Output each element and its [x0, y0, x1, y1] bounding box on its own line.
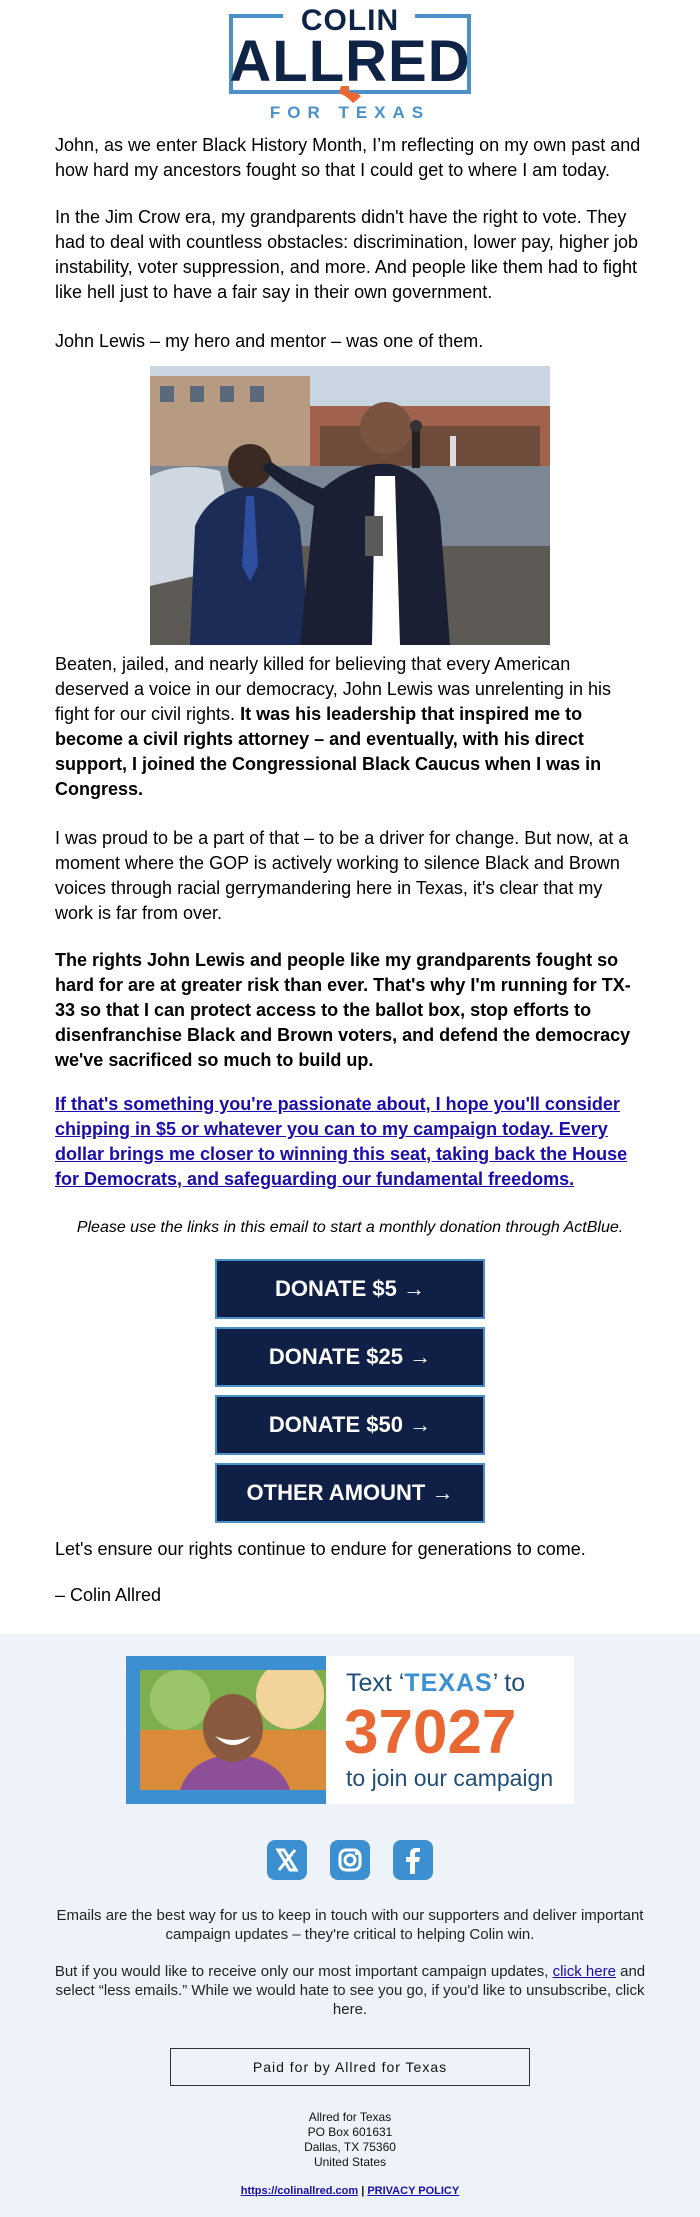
- address-line-1: Allred for Texas: [308, 2110, 392, 2124]
- emails-note: Emails are the best way for us to keep in touch with our supporters and deliver important campaign updates – they're critical to helping Colin win.: [56, 1907, 644, 1943]
- donate-appeal-link[interactable]: If that's something you're passionate about, I hope you'll consider chipping in $5 or whatever you can to my campaign today. Every dollar brings me closer to winning this seat, taking back the House for Democrats, and safeguarding our fundamental freedoms.: [55, 1094, 628, 1189]
- campaign-logo[interactable]: [229, 6, 471, 121]
- sms-text-prefix: Text ‘: [346, 1669, 405, 1697]
- address-line-4: United States: [313, 2155, 387, 2169]
- paragraph-3: John Lewis – my hero and mentor – was one of them.: [55, 331, 484, 351]
- donate-5-button[interactable]: DONATE $5 →: [215, 1259, 485, 1319]
- logo-colin-text: COLIN: [300, 4, 400, 37]
- donate-50-button[interactable]: DONATE $50 →: [215, 1395, 485, 1455]
- sms-keyword: TEXAS: [404, 1669, 493, 1697]
- website-link[interactable]: https://colinallred.com: [240, 2185, 359, 2197]
- colin-portrait: [140, 1670, 326, 1790]
- x-twitter-icon[interactable]: [267, 1840, 307, 1880]
- footer-links: [0, 2184, 700, 2198]
- paragraph-5: I was proud to be a part of that – to be a driver for change. But now, at a moment where the GOP is actively working to silence Black and Brown voices through racial gerrymandering here in Texas, it's clear that my work is far from over.: [55, 828, 629, 923]
- paragraph-2: In the Jim Crow era, my grandparents didn't have the right to vote. They had to deal with countless obstacles: discrimination, lower pay, higher job instability, voter suppression, and more. And people like them had to fight like hell just to have a fair say in their own government.: [55, 207, 638, 302]
- sms-text-line: [346, 1668, 525, 1698]
- sms-join-text: to join our campaign: [346, 1765, 554, 1791]
- paid-for-disclaimer: Paid for by Allred for Texas: [170, 2048, 530, 2086]
- paragraph-4: [55, 652, 645, 802]
- unsubscribe-note: [40, 1962, 660, 2019]
- john-lewis-photo: [150, 366, 550, 645]
- sms-shortcode: 37027: [344, 1698, 517, 1767]
- sms-text-suffix: ’ to: [492, 1669, 526, 1697]
- instagram-icon[interactable]: [330, 1840, 370, 1880]
- donate-appeal-paragraph: [55, 1092, 645, 1192]
- less-emails-link[interactable]: click here: [552, 1963, 616, 1980]
- mailing-address: [0, 2110, 700, 2170]
- address-line-2: PO Box 601631: [307, 2125, 393, 2139]
- unsubscribe-prefix: But if you would like to receive only our most important campaign updates,: [54, 1963, 549, 1980]
- footer-link-separator: |: [361, 2185, 365, 2197]
- privacy-policy-link[interactable]: PRIVACY POLICY: [367, 2185, 460, 2197]
- donate-25-button[interactable]: DONATE $25 →: [215, 1327, 485, 1387]
- actblue-note: Please use the links in this email to start a monthly donation through ActBlue.: [76, 1219, 624, 1236]
- paragraph-4-bold: It was his leadership that inspired me to become a civil rights attorney – and eventually, with his direct support, I joined the Congressional Black Caucus when I was in Congress.: [55, 704, 602, 799]
- texas-icon: [337, 84, 363, 104]
- email-footer: [0, 1634, 700, 2217]
- address-line-3: Dallas, TX 75360: [304, 2140, 396, 2154]
- paragraph-1: John, as we enter Black History Month, I’m reflecting on my own past and how hard my ancestors fought so that I could get to where I am today.: [55, 135, 641, 180]
- other-amount-button[interactable]: OTHER AMOUNT →: [215, 1463, 485, 1523]
- sms-signup-banner[interactable]: [126, 1656, 574, 1804]
- facebook-icon[interactable]: [393, 1840, 433, 1880]
- closing-line: Let's ensure our rights continue to endure for generations to come.: [55, 1539, 586, 1559]
- logo-for-texas-text: FOR TEXAS: [269, 103, 431, 122]
- paragraph-6: The rights John Lewis and people like my grandparents fought so hard for are at greater risk than ever. That's why I'm running for TX-33 so that I can protect access to the ballot box, stop efforts to disenfranchise Black and Brown voters, and defend the democracy we've sacrificed so much to build up.: [55, 950, 631, 1070]
- signature: – Colin Allred: [55, 1585, 162, 1605]
- logo-allred-text: ALLRED: [229, 29, 471, 94]
- unsubscribe-suffix: and select “less emails.” While we would hate to see you go, if you'd like to unsubscribe, click here.: [55, 1963, 646, 2018]
- portrait-illustration: [140, 1670, 326, 1790]
- photo-illustration: [150, 366, 550, 645]
- paragraph-4-plain: Beaten, jailed, and nearly killed for believing that every American deserved a voice in our democracy, John Lewis was unrelenting in his fight for our civil rights.: [55, 654, 611, 724]
